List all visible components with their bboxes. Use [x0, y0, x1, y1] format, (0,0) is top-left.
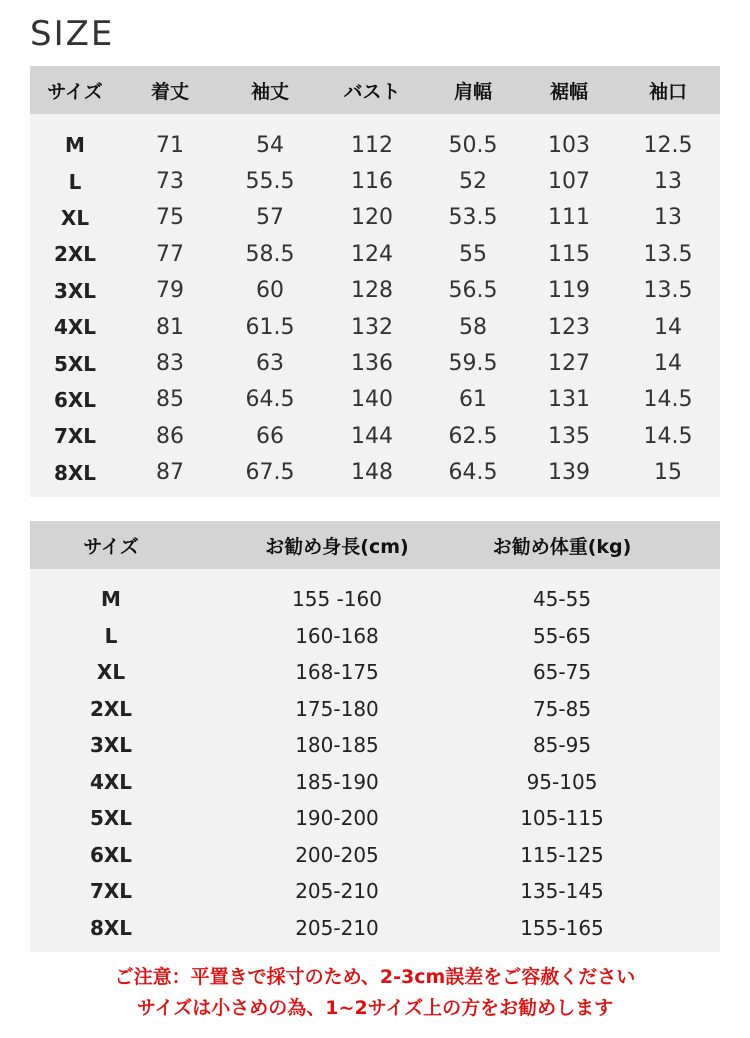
- shoulder-cell: 61: [459, 387, 487, 413]
- size-cell: L: [104, 623, 118, 648]
- size-chart-header-row: [30, 66, 720, 114]
- size-chart-table: [30, 66, 720, 497]
- recommendation-table: [30, 521, 720, 952]
- size-cell: 2XL: [53, 242, 97, 267]
- sleeve-cell: 60: [256, 278, 284, 304]
- hem-cell: 135: [548, 423, 590, 449]
- size-cell: M: [101, 587, 121, 612]
- length-cell: 75: [156, 205, 184, 231]
- hem-cell: 115: [548, 241, 590, 267]
- height-cell: 175-180: [295, 696, 379, 721]
- table-row: [30, 654, 720, 691]
- table-row: [30, 910, 720, 947]
- header-size: サイズ: [47, 80, 103, 103]
- bust-cell: 120: [351, 205, 393, 231]
- size-cell: 3XL: [89, 733, 133, 758]
- shoulder-cell: 62.5: [448, 423, 498, 449]
- table-row: [30, 837, 720, 874]
- bust-cell: 140: [351, 387, 393, 413]
- length-cell: 85: [156, 387, 184, 413]
- shoulder-cell: 58: [459, 314, 487, 340]
- hem-cell: 123: [548, 314, 590, 340]
- cuff-cell: 15: [654, 460, 682, 486]
- length-cell: 83: [156, 351, 184, 377]
- table-row: [30, 618, 720, 655]
- cuff-cell: 12.5: [643, 132, 693, 158]
- bust-cell: 136: [351, 351, 393, 377]
- bust-cell: 112: [351, 132, 393, 158]
- shoulder-cell: 53.5: [448, 205, 498, 231]
- size-chart-body: [30, 114, 720, 491]
- table-row: [30, 764, 720, 801]
- bust-cell: 124: [351, 241, 393, 267]
- cuff-cell: 13.5: [643, 241, 693, 267]
- bust-cell: 128: [351, 278, 393, 304]
- height-cell: 180-185: [295, 733, 379, 758]
- cuff-cell: 14.5: [643, 423, 693, 449]
- header-length: 着丈: [150, 80, 189, 103]
- size-cell: 5XL: [53, 351, 97, 376]
- height-cell: 190-200: [295, 806, 379, 831]
- table-row: [30, 382, 720, 418]
- shoulder-cell: 55: [459, 241, 487, 267]
- table-row: [30, 309, 720, 345]
- sleeve-cell: 66: [256, 423, 284, 449]
- table-row: [30, 873, 720, 910]
- bust-cell: 144: [351, 423, 393, 449]
- size-cell: 8XL: [53, 460, 97, 485]
- sleeve-cell: 58.5: [245, 241, 295, 267]
- hem-cell: 111: [548, 205, 590, 231]
- height-cell: 205-210: [295, 915, 379, 940]
- notes-block: [0, 962, 750, 1024]
- recommendation-body: [30, 569, 720, 946]
- cuff-cell: 14: [654, 314, 682, 340]
- weight-cell: 85-95: [532, 733, 592, 758]
- length-cell: 71: [156, 132, 184, 158]
- header-sleeve-length: 袖丈: [250, 80, 289, 103]
- weight-cell: 45-55: [532, 587, 592, 612]
- weight-cell: 135-145: [520, 879, 604, 904]
- shoulder-cell: 59.5: [448, 351, 498, 377]
- size-cell: 6XL: [89, 842, 133, 867]
- sleeve-cell: 63: [256, 351, 284, 377]
- height-cell: 168-175: [295, 660, 379, 685]
- cuff-cell: 13: [654, 169, 682, 195]
- size-cell: L: [68, 169, 82, 194]
- size-cell: 2XL: [89, 696, 133, 721]
- sleeve-cell: 55.5: [245, 169, 295, 195]
- bust-cell: 132: [351, 314, 393, 340]
- length-cell: 79: [156, 278, 184, 304]
- size-cell: M: [65, 133, 85, 158]
- table-row: [30, 581, 720, 618]
- table-row: [30, 127, 720, 163]
- height-cell: 205-210: [295, 879, 379, 904]
- height-cell: 160-168: [295, 623, 379, 648]
- height-cell: 185-190: [295, 769, 379, 794]
- weight-cell: 65-75: [532, 660, 592, 685]
- length-cell: 73: [156, 169, 184, 195]
- table-row: [30, 727, 720, 764]
- shoulder-cell: 50.5: [448, 132, 498, 158]
- header-weight: お勧め体重(kg): [492, 535, 632, 558]
- cuff-cell: 13: [654, 205, 682, 231]
- sleeve-cell: 57: [256, 205, 284, 231]
- table-row: [30, 691, 720, 728]
- length-cell: 81: [156, 314, 184, 340]
- size-cell: 5XL: [89, 806, 133, 831]
- page-title: SIZE: [30, 14, 115, 54]
- bust-cell: 116: [351, 169, 393, 195]
- header-hem-width: 裾幅: [549, 80, 588, 103]
- sleeve-cell: 54: [256, 132, 284, 158]
- header-bust: バスト: [343, 80, 401, 103]
- hem-cell: 103: [548, 132, 590, 158]
- header-shoulder: 肩幅: [453, 80, 492, 103]
- sleeve-cell: 64.5: [245, 387, 295, 413]
- table-row: [30, 418, 720, 454]
- hem-cell: 139: [548, 460, 590, 486]
- hem-cell: 107: [548, 169, 590, 195]
- weight-cell: 155-165: [520, 915, 604, 940]
- header-height: お勧め身長(cm): [265, 535, 409, 558]
- cuff-cell: 13.5: [643, 278, 693, 304]
- height-cell: 155 -160: [292, 587, 382, 612]
- length-cell: 77: [156, 241, 184, 267]
- table-row: [30, 455, 720, 491]
- size-cell: XL: [60, 205, 90, 230]
- header-cuff: 袖口: [648, 80, 687, 103]
- size-cell: 6XL: [53, 387, 97, 412]
- size-cell: 8XL: [89, 915, 133, 940]
- sizing-advice-note: サイズは小さめの為、1~2サイズ上の方をお勧めします: [136, 997, 614, 1019]
- size-cell: 7XL: [89, 879, 133, 904]
- sleeve-cell: 67.5: [245, 460, 295, 486]
- shoulder-cell: 56.5: [448, 278, 498, 304]
- weight-cell: 55-65: [532, 623, 592, 648]
- measurement-note: ご注意：平置きで採寸のため、2-3cm誤差をご容赦ください: [114, 966, 636, 988]
- table-row: [30, 236, 720, 272]
- size-cell: 4XL: [53, 315, 97, 340]
- shoulder-cell: 64.5: [448, 460, 498, 486]
- table-row: [30, 800, 720, 837]
- shoulder-cell: 52: [459, 169, 487, 195]
- size-cell: 7XL: [53, 424, 97, 449]
- length-cell: 86: [156, 423, 184, 449]
- sleeve-cell: 61.5: [245, 314, 295, 340]
- size-cell: 4XL: [89, 769, 133, 794]
- weight-cell: 105-115: [520, 806, 604, 831]
- height-cell: 200-205: [295, 842, 379, 867]
- weight-cell: 75-85: [532, 696, 592, 721]
- cuff-cell: 14.5: [643, 387, 693, 413]
- hem-cell: 119: [548, 278, 590, 304]
- size-cell: XL: [96, 660, 126, 685]
- table-row: [30, 273, 720, 309]
- cuff-cell: 14: [654, 351, 682, 377]
- bust-cell: 148: [351, 460, 393, 486]
- hem-cell: 131: [548, 387, 590, 413]
- weight-cell: 95-105: [526, 769, 598, 794]
- table-row: [30, 200, 720, 236]
- hem-cell: 127: [548, 351, 590, 377]
- header-size: サイズ: [83, 535, 139, 558]
- table-row: [30, 163, 720, 199]
- size-cell: 3XL: [53, 278, 97, 303]
- length-cell: 87: [156, 460, 184, 486]
- table-row: [30, 345, 720, 381]
- weight-cell: 115-125: [520, 842, 604, 867]
- recommendation-header-row: [30, 521, 720, 569]
